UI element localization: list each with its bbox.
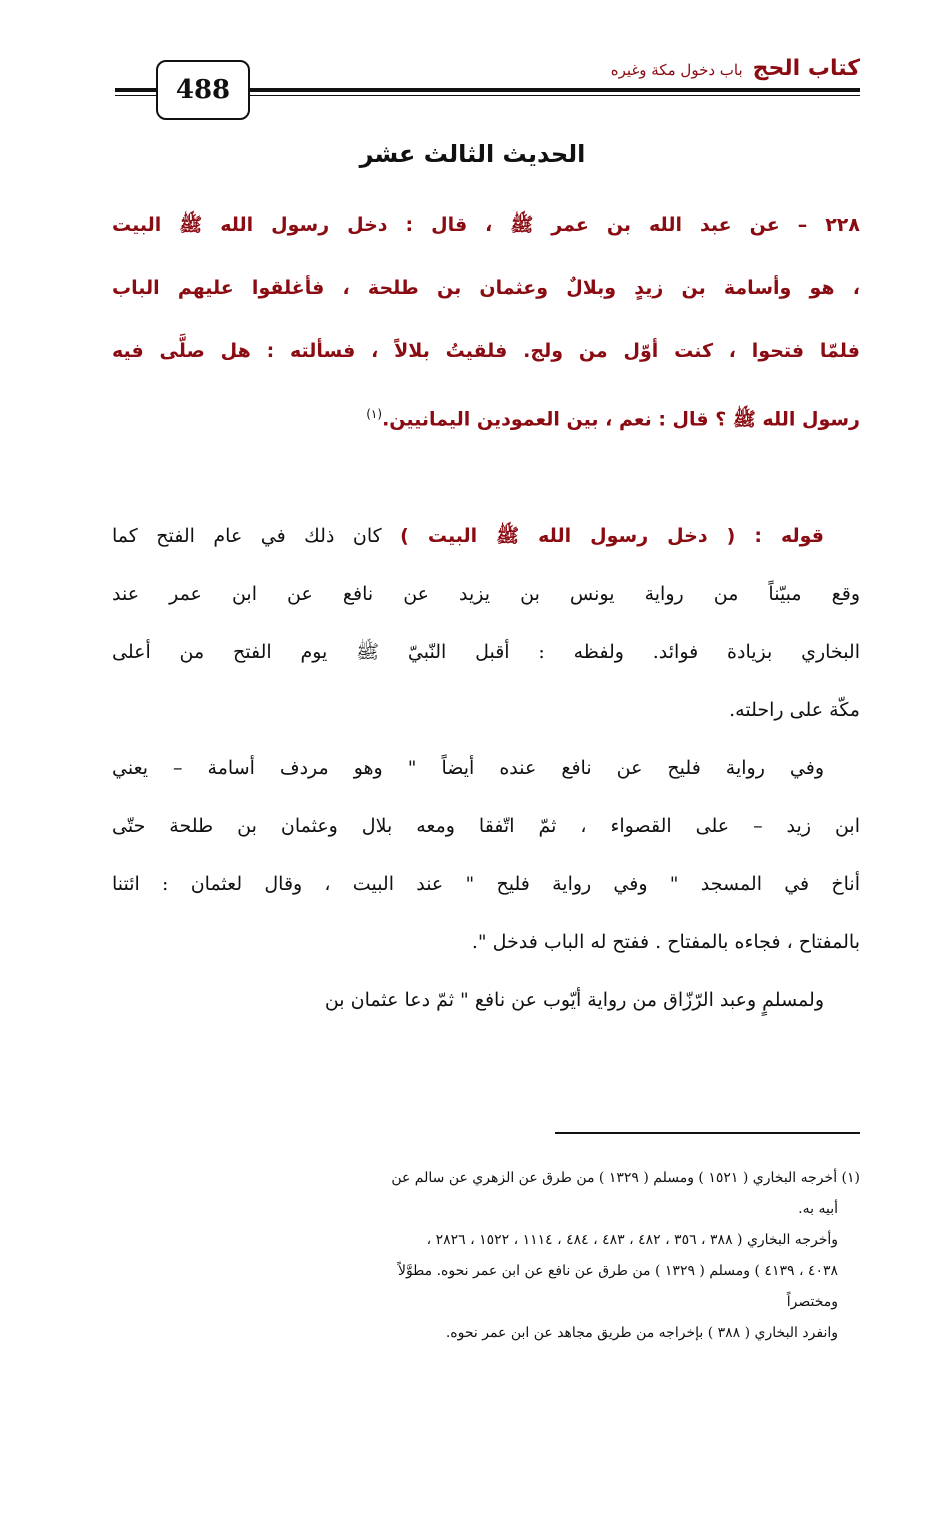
commentary-line: كان ذلك في عام الفتح كما [112, 525, 382, 547]
commentary-line: بالمفتاح ، فجاءه بالمفتاح . ففتح له الباب فدخل ". [471, 931, 860, 953]
footnote-line: أبيه به. [798, 1201, 838, 1217]
page-number: 488 [156, 60, 250, 120]
footnote-line: وأخرجه البخاري ( ٣٨٨ ، ٣٥٦ ، ٤٨٢ ، ٤٨٣ ، ٤٨٤ ، ١١١٤ ، ١٥٢٢ ، ٢٨٢٦ ، [426, 1232, 838, 1248]
hadith-line: فلمّا فتحوا ، كنت أوّل من ولج. فلقيتُ بلالاً ، فسألته : هل صلَّى فيه [112, 340, 860, 362]
footnote-line: ٤٠٣٨ ، ٤١٣٩ ) ومسلم ( ١٣٢٩ ) من طرق عن نافع عن ابن عمر نحوه. مطوَّلاً [397, 1263, 838, 1279]
commentary-line: وفي رواية فليح عن نافع عنده أيضاً " وهو مردف أسامة – يعني [112, 757, 824, 779]
footnote-line: ومختصراً [786, 1294, 838, 1310]
qawluh-phrase: قوله : ( دخل رسول الله ﷺ البيت ) [400, 525, 824, 547]
commentary-line: ابن زيد – على القصواء ، ثمّ اتّفقا ومعه بلال وعثمان بن طلحة حتّى [112, 815, 860, 837]
commentary-line: مكّة على راحلته. [729, 699, 860, 721]
commentary-line: وقع مبيّناً من رواية يونس بن يزيد عن نافع عن ابن عمر عند [112, 583, 860, 605]
hadith-line-last [112, 389, 860, 452]
running-header [611, 56, 860, 81]
commentary-text [112, 512, 860, 1034]
footnote-line: (١) أخرجه البخاري ( ١٥٢١ ) ومسلم ( ١٣٢٩ ) من طرق عن الزهري عن سالم عن [391, 1170, 860, 1186]
hadith-text [112, 200, 860, 452]
commentary-line: أناخ في المسجد " وفي رواية فليح " عند البيت ، وقال لعثمان : ائتنا [112, 873, 860, 895]
footnote-line: وانفرد البخاري ( ٣٨٨ ) بإخراجه من طريق مجاهد عن ابن عمر نحوه. [445, 1325, 838, 1341]
header-book-title: كتاب الحج [752, 56, 860, 81]
commentary-line: البخاري بزيادة فوائد. ولفظه : أقبل النّبيّ ﷺ يوم الفتح من أعلى [112, 641, 860, 663]
hadith-line: رسول الله ﷺ ؟ قال : نعم ، بين العمودين اليمانيين. [382, 408, 860, 431]
hadith-heading: الحديث الثالث عشر [359, 140, 586, 168]
footnote-marker: (١) [366, 407, 383, 421]
header-chapter-title: باب دخول مكة وغيره [610, 61, 743, 79]
commentary-line: ولمسلمٍ وعبد الرّزّاق من رواية أيّوب عن نافع " ثمّ دعا عثمان بن [324, 989, 824, 1011]
commentary-line-first [112, 512, 860, 570]
hadith-line: ، هو وأسامة بن زيدٍ وبلالٌ وعثمان بن طلحة ، فأغلقوا عليهم الباب [112, 277, 860, 299]
footnote-separator [555, 1132, 860, 1134]
hadith-line: ٢٢٨ – عن عبد الله بن عمر ﷺ ، قال : دخل رسول الله ﷺ البيت [112, 214, 860, 236]
footnotes [112, 1164, 860, 1350]
